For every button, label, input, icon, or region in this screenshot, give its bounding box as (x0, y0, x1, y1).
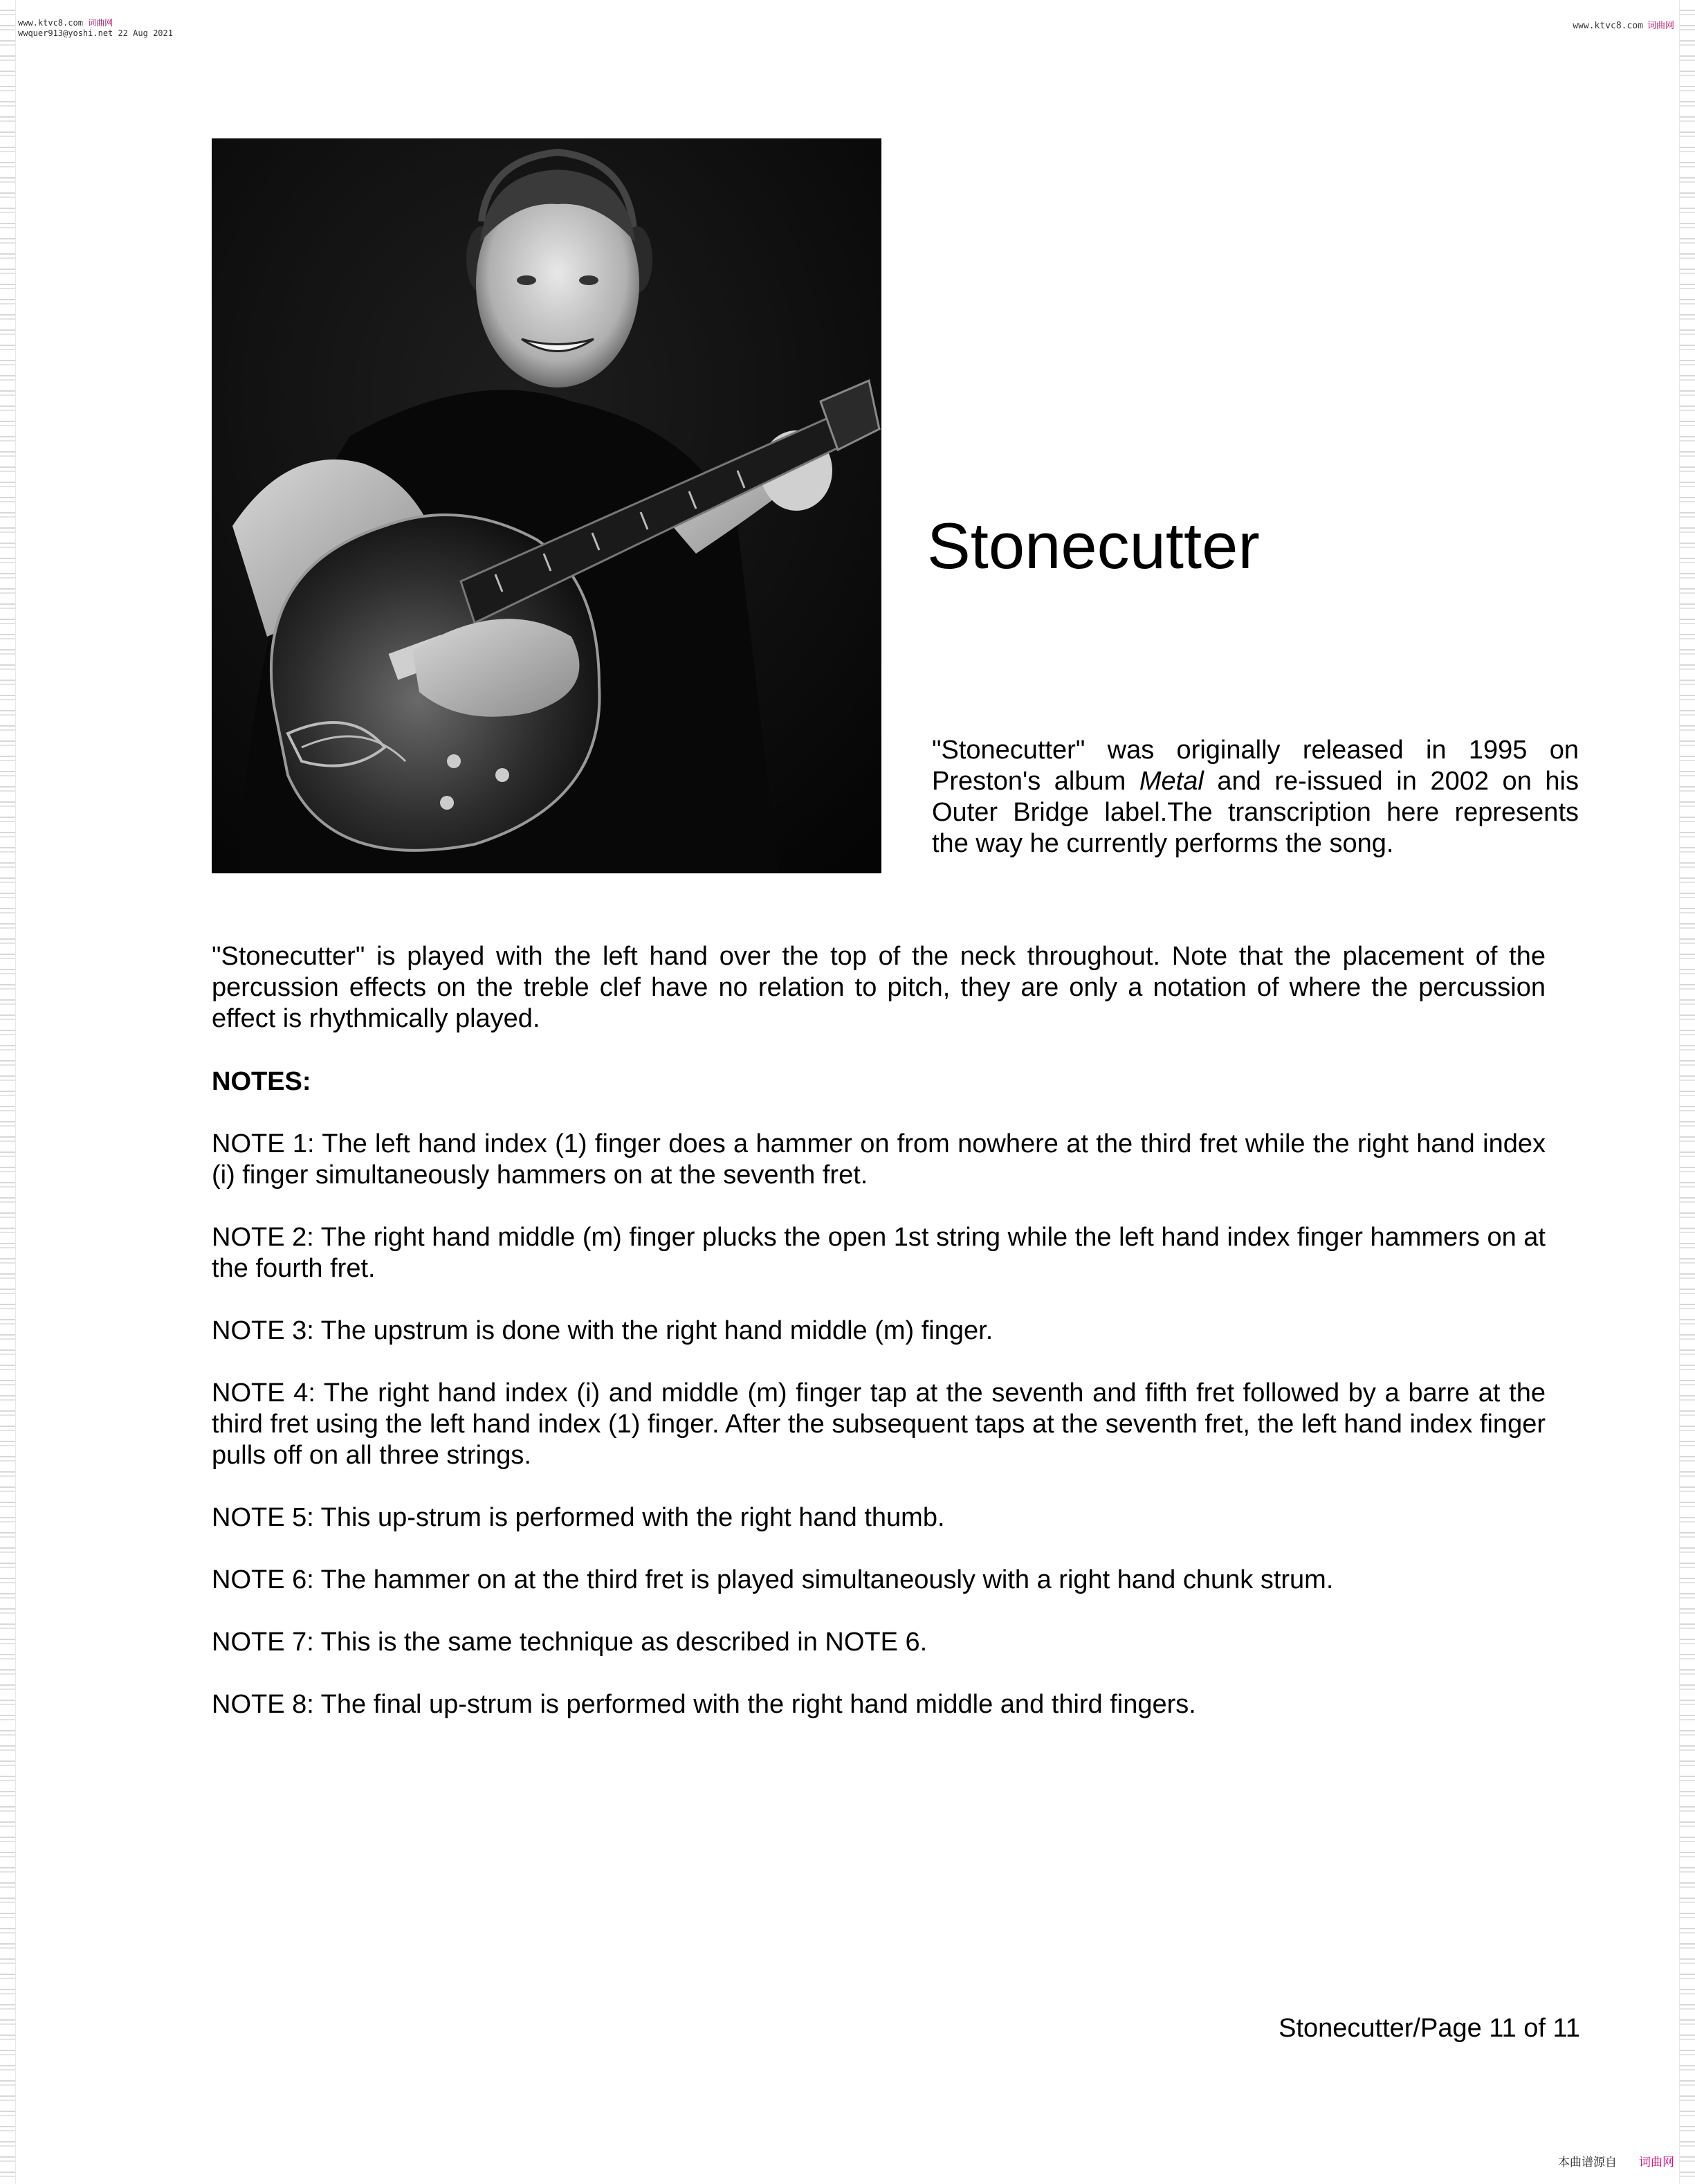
note-8: NOTE 8: The final up-strum is performed with the right hand middle and third fingers. (212, 1690, 1196, 1719)
watermark-top-left (18, 18, 173, 39)
note-6: NOTE 6: The hammer on at the third fret is played simultaneously with a right hand chunk strum. (212, 1565, 1334, 1594)
note-4: NOTE 4: The right hand index (i) and middle (m) finger tap at the seventh and fifth fret followed by a barre at the third fret using the left hand index (1) finger. After the subsequent taps at the seventh fret, the left hand index finger pulls off on all three strings. (212, 1378, 1546, 1470)
page-footer: Stonecutter/Page 11 of 11 (1279, 2014, 1580, 2043)
watermark-site: www.ktvc8.com (1573, 21, 1643, 31)
watermark-top-right (1573, 18, 1674, 31)
page-title: Stonecutter (927, 509, 1260, 582)
note-3: NOTE 3: The upstrum is done with the right hand middle (m) finger. (212, 1316, 993, 1345)
watermark-user-line: wwquer913@yoshi.net 22 Aug 2021 (18, 28, 173, 38)
left-border-strip (0, 0, 16, 2184)
intro-paragraph (932, 735, 1579, 859)
note-7: NOTE 7: This is the same technique as described in NOTE 6. (212, 1628, 928, 1657)
watermark-source: 本曲谱源自 (1558, 2156, 1617, 2169)
watermark-brand: 词曲网 (1639, 2156, 1674, 2169)
watermark-site: www.ktvc8.com (18, 18, 83, 28)
album-title: Metal (1139, 767, 1204, 796)
note-5: NOTE 5: This up-strum is performed with the right hand thumb. (212, 1503, 945, 1532)
description-paragraph: "Stonecutter" is played with the left hand over the top of the neck throughout. Note that the placement of the percussion effects on the treble clef have no relation to pitch, they are only a notation of where the percussion effect is rhythmically played. (212, 942, 1546, 1033)
watermark-cn: 词曲网 (88, 18, 113, 28)
right-border-strip (1679, 0, 1695, 2184)
intro-text-part2: and re-issued in 2002 on his Outer Bridge label.The transcription here represents the way he currently performs the song. (932, 767, 1579, 858)
note-2: NOTE 2: The right hand middle (m) finger plucks the open 1st string while the left hand index finger hammers on at the fourth fret. (212, 1223, 1546, 1283)
intro-text-part1: "Stonecutter" was originally released in 1995 on Preston's album (932, 736, 1579, 796)
notes-heading: NOTES: (212, 1067, 311, 1096)
guitarist-photo (212, 138, 881, 873)
watermark-bottom (1558, 2152, 1674, 2169)
note-1: NOTE 1: The left hand index (1) finger does a hammer on from nowhere at the third fret while the right hand index (i) finger simultaneously hammers on at the seventh fret. (212, 1129, 1546, 1190)
watermark-cn: 词曲网 (1647, 21, 1674, 31)
